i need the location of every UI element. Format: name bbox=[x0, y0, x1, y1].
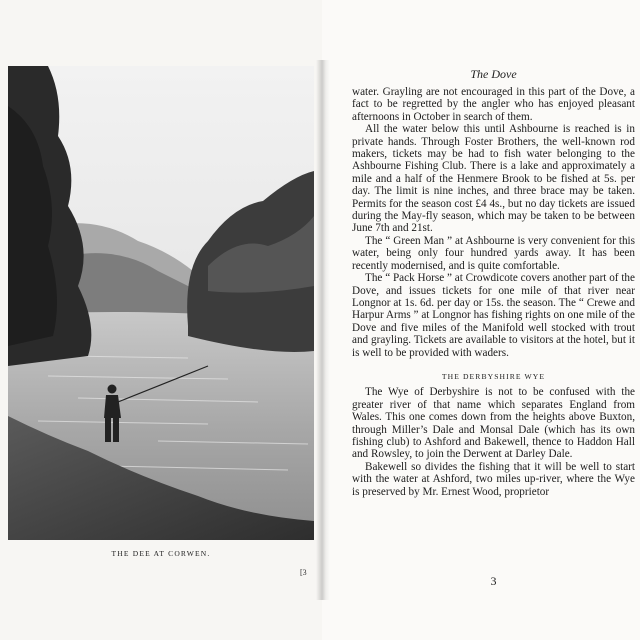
left-page-folio: [3 bbox=[300, 568, 307, 577]
paragraph: water. Grayling are not encouraged in this part of the Dove, a fact to be regretted by the angler who has enjoyed pleasant afternoons in October in search of them. bbox=[352, 86, 635, 123]
book-gutter bbox=[316, 60, 330, 600]
page-number: 3 bbox=[490, 574, 497, 588]
paragraph: All the water below this until Ashbourne is reached is in private hands. Through Foster Brothers, the well-known rod makers, tickets may be had to fish water belonging to the Ashbourne Fishing Club. There is a lake and approximately a mile and a half of the Henmere Brook to be fished at 5s. per day. The limit is nine inches, and three brace may be taken. Permits for the season cost £4 4s., but no day tickets are issued during the May-fly season, which may be taken to be between June 7th and 21st. bbox=[352, 123, 635, 235]
body-text bbox=[352, 86, 635, 498]
paragraph: The Wye of Derbyshire is not to be confused with the greater river of that name which separates England from Wales. This one comes down from the heights above Buxton, through Miller’s Dale and Monsal Dale (which has its own fishing club) to Ashford and Bakewell, thence to Haddon Hall and Rowsley, to join the Derwent at Darley Dale. bbox=[352, 386, 635, 461]
running-head: The Dove bbox=[470, 67, 517, 81]
paragraph: The “ Pack Horse ” at Crowdicote covers another part of the Dove, and issues tickets for one mile of that river near Longnor at 1s. 6d. per day or 15s. the season. The “ Crewe and Harpur Arms ” at Longnor has fishing rights on one mile of the Dove and five miles of the Manifold well stocked with trout and grayling. Tickets are available to visitors at the hotel, but it is well to be provided with waders. bbox=[352, 272, 635, 359]
river-photograph bbox=[8, 66, 314, 540]
paragraph: Bakewell so divides the fishing that it will be well to start with the water at Ashford, two miles up-river, where the Wye is preserved by Mr. Ernest Wood, proprietor bbox=[352, 460, 635, 498]
paragraph: The “ Green Man ” at Ashbourne is very convenient for this water, being only four hundred yards away. It has been recently modernised, and is quite comfortable. bbox=[352, 234, 635, 272]
section-heading: THE DERBYSHIRE WYE bbox=[441, 371, 546, 381]
photo-caption: THE DEE AT CORWEN. bbox=[111, 549, 211, 558]
